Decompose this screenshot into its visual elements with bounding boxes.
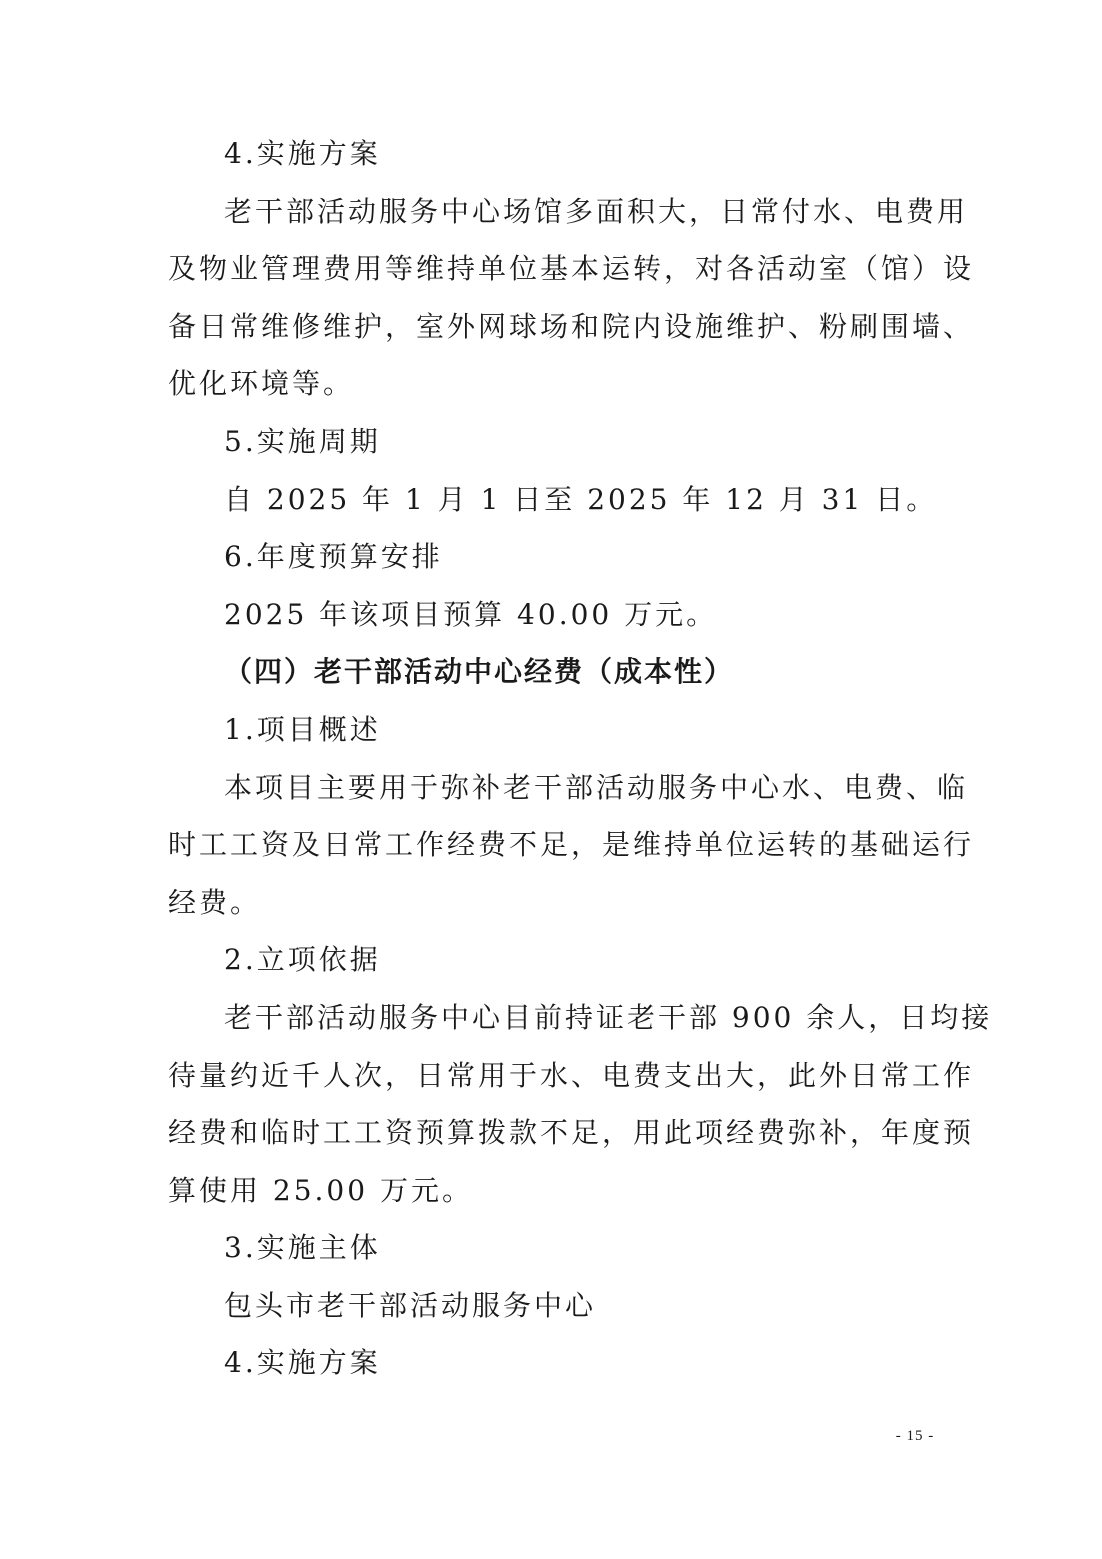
text-line: 4.实施方案 (224, 137, 381, 170)
text-line: 4.实施方案 (224, 1346, 381, 1380)
text-line: 经费和临时工工资预算拨款不足，用此项经费弥补，年度预 (168, 1116, 975, 1150)
text-line: 本项目主要用于弥补老干部活动服务中心水、电费、临 (224, 770, 969, 804)
text-line: 包头市老干部活动服务中心 (224, 1288, 597, 1322)
text-line: 2.立项依据 (224, 943, 381, 977)
text-line: 时工工资及日常工作经费不足，是维持单位运转的基础运行 (168, 828, 975, 862)
document-body (168, 125, 993, 1392)
text-line: 经费。 (168, 885, 262, 919)
text-line: 待量约近千人次，日常用于水、电费支出大，此外日常工作 (168, 1058, 975, 1092)
text-line: 及物业管理费用等维持单位基本运转，对各活动室（馆）设 (168, 252, 975, 286)
text-line: 1.项目概述 (224, 712, 381, 746)
text-line: 3.实施主体 (224, 1231, 381, 1265)
text-line: 自 2025 年 1 月 1 日至 2025 年 12 月 31 日。 (224, 482, 938, 516)
text-line: 老干部活动服务中心目前持证老干部 900 余人，日均接 (224, 1000, 993, 1034)
text-line: 备日常维修维护，室外网球场和院内设施维护、粉刷围墙、 (168, 309, 975, 343)
text-line: 算使用 25.00 万元。 (168, 1173, 473, 1207)
text-line: 5.实施周期 (224, 424, 381, 458)
text-line: 2025 年该项目预算 40.00 万元。 (224, 597, 718, 631)
text-line: 老干部活动服务中心场馆多面积大，日常付水、电费用 (224, 194, 969, 228)
text-line: 优化环境等。 (168, 367, 355, 401)
section-heading: （四）老干部活动中心经费（成本性） (224, 655, 735, 689)
page-number: - 15 - (895, 1428, 935, 1444)
text-line: 6.年度预算安排 (224, 540, 443, 574)
